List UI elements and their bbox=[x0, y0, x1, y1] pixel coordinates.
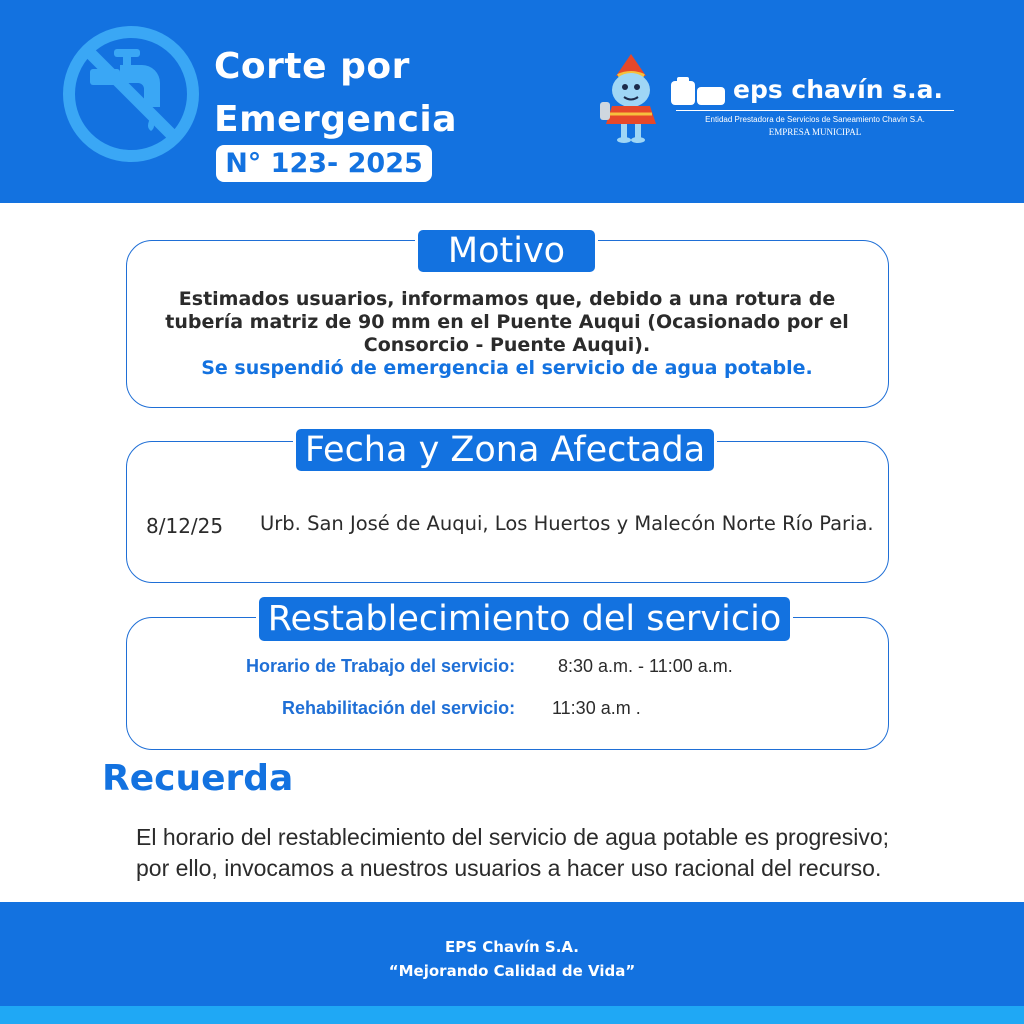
logo-divider bbox=[676, 110, 954, 111]
page-title-line2: Emergencia bbox=[214, 99, 458, 140]
page-title-line1: Corte por bbox=[214, 46, 410, 87]
motivo-line: Consorcio - Puente Auqui). bbox=[363, 334, 651, 356]
logo-subtitle-municipal: EMPRESA MUNICIPAL bbox=[768, 127, 862, 137]
rehabilitation-value: 11:30 a.m . bbox=[552, 698, 641, 718]
affected-date: 8/12/25 bbox=[146, 514, 224, 538]
recuerda-text bbox=[136, 822, 946, 884]
footer-slogan: “Mejorando Calidad de Vida” bbox=[388, 962, 636, 980]
restablecimiento-heading: Restablecimiento del servicio bbox=[256, 594, 793, 644]
recuerda-line: por ello, invocamos a nuestros usuarios a hacer uso racional del recurso. bbox=[136, 855, 882, 881]
logo-company-name: eps chavín s.a. bbox=[733, 75, 944, 104]
motivo-highlight: Se suspendió de emergencia el servicio de agua potable. bbox=[201, 357, 813, 379]
logo-subtitle: Entidad Prestadora de Servicios de Saneamiento Chavín S.A. bbox=[705, 115, 925, 124]
header-banner bbox=[0, 0, 1024, 203]
motivo-line: tubería matriz de 90 mm en el Puente Auqui (Ocasionado por el bbox=[165, 311, 849, 333]
rehabilitation-label: Rehabilitación del servicio: bbox=[282, 698, 516, 718]
motivo-text bbox=[150, 288, 864, 380]
eps-logo-icon bbox=[671, 77, 727, 107]
fecha-zona-heading: Fecha y Zona Afectada bbox=[293, 426, 717, 474]
no-water-tap-icon bbox=[62, 25, 200, 163]
recuerda-line: El horario del restablecimiento del servicio de agua potable es progresivo; bbox=[136, 824, 890, 850]
notice-number-badge: N° 123- 2025 bbox=[216, 145, 432, 182]
footer-accent-band bbox=[0, 1006, 1024, 1024]
motivo-heading: Motivo bbox=[415, 227, 598, 275]
footer-company: EPS Chavín S.A. bbox=[445, 938, 579, 956]
motivo-line: Estimados usuarios, informamos que, debido a una rotura de bbox=[178, 288, 836, 310]
work-schedule-label: Horario de Trabajo del servicio: bbox=[246, 656, 516, 676]
affected-zone: Urb. San José de Auqui, Los Huertos y Malecón Norte Río Paria. bbox=[260, 512, 874, 535]
work-schedule-value: 8:30 a.m. - 11:00 a.m. bbox=[558, 656, 733, 676]
recuerda-heading: Recuerda bbox=[102, 758, 294, 799]
water-drop-mascot-icon bbox=[596, 50, 666, 145]
